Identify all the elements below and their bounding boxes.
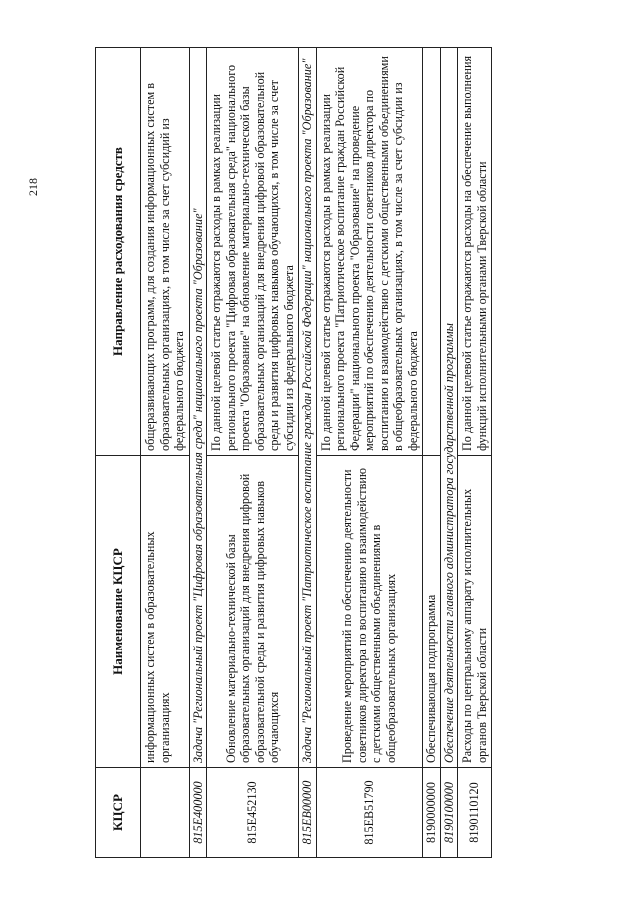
- table-row: [458, 48, 492, 858]
- row-code: 8190110120: [458, 768, 492, 858]
- row-direction: По данной целевой статье отражаются расходы на обеспечение выполнения функций исполнительными органами Тверской области: [458, 48, 492, 456]
- row-direction: По данной целевой статье отражаются расходы в рамках реализации регионального проекта "Патриотическое воспитание граждан Российской Федерации" национального проекта "Образование" на проведение мероприятий по обеспечению деятельности советников директора по воспитанию и взаимодействию с детскими общественными объединениями в общеобразовательных организациях, в том числе за счет субсидии из федерального бюджета: [316, 48, 423, 456]
- row-code: 815EB51790: [316, 768, 423, 858]
- table-row: [141, 48, 190, 858]
- table-row: [423, 48, 441, 858]
- row-code: 8190000000: [423, 768, 441, 858]
- header-name: Наименование КЦСР: [96, 456, 141, 768]
- rotated-page-content: [95, 48, 588, 858]
- task-row: [189, 48, 207, 858]
- kcsr-table: [95, 47, 492, 858]
- row-code: 815E400000: [189, 768, 207, 858]
- row-code: [141, 768, 190, 858]
- task-row: [440, 48, 458, 858]
- row-name: Обновление материально-технической базы образовательных организаций для внедрения цифровой образовательной среды и развития цифровых навыков обучающихся: [207, 456, 299, 768]
- row-code: 815EB00000: [299, 768, 317, 858]
- row-code: 815E452130: [207, 768, 299, 858]
- row-direction: [423, 48, 441, 456]
- task-row: [299, 48, 317, 858]
- row-direction: общеразвивающих программ, для создания информационных систем в образовательных организациях, в том числе за счет субсидий из федерального бюджета: [141, 48, 190, 456]
- task-title: Обеспечение деятельности главного администратора государственной программы: [440, 48, 458, 768]
- row-name: информационных систем в образовательных организациях: [141, 456, 190, 768]
- header-direction: Направление расходования средств: [96, 48, 141, 456]
- row-name: Обеспечивающая подпрограмма: [423, 456, 441, 768]
- row-direction: По данной целевой статье отражаются расходы в рамках реализации регионального проекта "Цифровая образовательная среда" национального проекта "Образование" на обновление материально-технической базы образовательных организаций для внедрения цифровой образовательной среды и развития цифровых навыков обучающихся, в том числе за счет субсидии из федерального бюджета: [207, 48, 299, 456]
- row-name: Расходы по центральному аппарату исполнительных органов Тверской области: [458, 456, 492, 768]
- task-title: Задача "Региональный проект "Патриотическое воспитание граждан Российской Федерации" национального проекта "Образование": [299, 48, 317, 768]
- task-title: Задача "Региональный проект "Цифровая образовательная среда" национального проекта "Образование": [189, 48, 207, 768]
- row-name: Проведение мероприятий по обеспечению деятельности советников директора по воспитанию и взаимодействию с детскими общественными объединениями в общеобразовательных организациях: [316, 456, 423, 768]
- row-code: 8190100000: [440, 768, 458, 858]
- header-code: КЦСР: [96, 768, 141, 858]
- page-number: 218: [26, 178, 40, 196]
- table-row: [316, 48, 423, 858]
- table-row: [207, 48, 299, 858]
- table-header-row: [96, 48, 141, 858]
